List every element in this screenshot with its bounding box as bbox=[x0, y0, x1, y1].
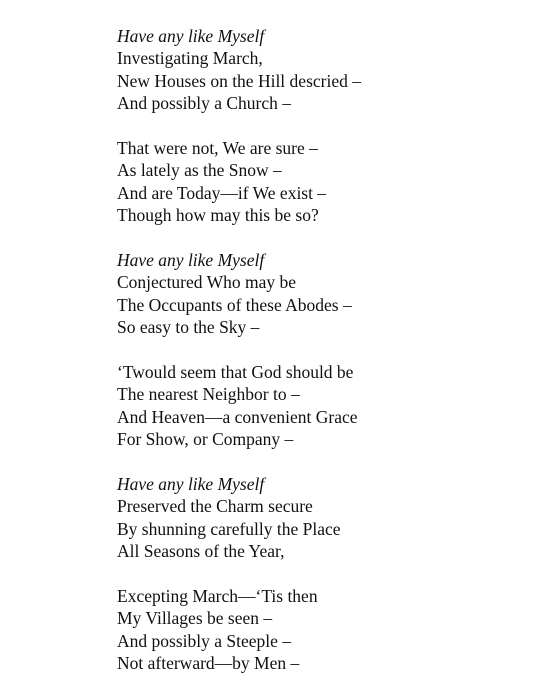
poem-line: Though how may this be so? bbox=[117, 205, 319, 226]
poem-line: Not afterward—by Men – bbox=[117, 653, 300, 674]
poem-line: The nearest Neighbor to – bbox=[117, 384, 300, 405]
stanza-5 bbox=[117, 473, 361, 563]
stanza-6 bbox=[117, 585, 361, 675]
poem-line: Excepting March—‘Tis then bbox=[117, 586, 318, 607]
poem-line: Conjectured Who may be bbox=[117, 272, 296, 293]
poem-line: So easy to the Sky – bbox=[117, 317, 260, 338]
poem-line: That were not, We are sure – bbox=[117, 138, 318, 159]
stanza-1 bbox=[117, 25, 361, 115]
poem-line: Have any like Myself bbox=[117, 250, 265, 271]
poem-line: New Houses on the Hill descried – bbox=[117, 70, 361, 91]
poem-line: All Seasons of the Year, bbox=[117, 541, 285, 562]
poem-line: The Occupants of these Abodes – bbox=[117, 294, 352, 315]
poem-text bbox=[117, 25, 361, 675]
poem-line: And Heaven—a convenient Grace bbox=[117, 406, 358, 427]
poem-line: My Villages be seen – bbox=[117, 608, 273, 629]
stanza-2 bbox=[117, 137, 361, 227]
poem-line: And are Today—if We exist – bbox=[117, 182, 327, 203]
poem-line: Preserved the Charm secure bbox=[117, 496, 313, 517]
poem-line: By shunning carefully the Place bbox=[117, 518, 341, 539]
poem-line: Investigating March, bbox=[117, 48, 263, 69]
poem-line: ‘Twould seem that God should be bbox=[117, 362, 354, 383]
poem-line: Have any like Myself bbox=[117, 474, 265, 495]
stanza-3 bbox=[117, 249, 361, 339]
poem-line: For Show, or Company – bbox=[117, 429, 294, 450]
poem-line: And possibly a Church – bbox=[117, 93, 292, 114]
poem-line: And possibly a Steeple – bbox=[117, 630, 292, 651]
stanza-4 bbox=[117, 361, 361, 451]
poem-line: Have any like Myself bbox=[117, 26, 265, 46]
poem-line: As lately as the Snow – bbox=[117, 160, 282, 181]
